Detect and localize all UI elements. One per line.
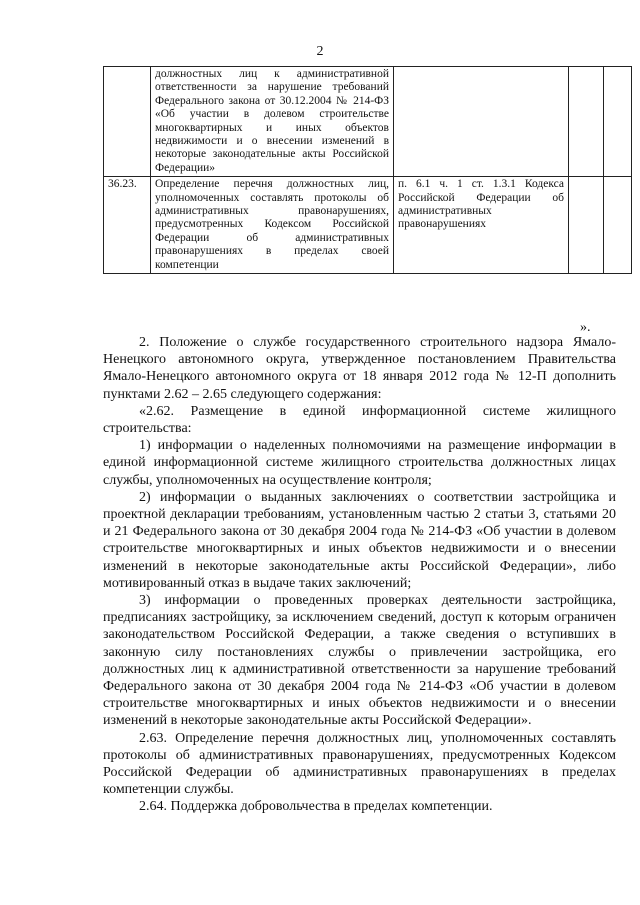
paragraph-subitem-3: 3) информации о проведенных проверках деятельности застройщика, предписаниях застройщику, за исключением сведений, доступ к которым ограничен законодательством Российской Федерации, а также сведения о вступивших в законную силу постановлениях службы о привлечении застройщика, его должностных лиц к административной ответственности за нарушение требований Федерального закона от 30 декабря 2004 года № 214-ФЗ «Об участии в долевом строительстве многоквартирных и иных объектов недвижимости и о внесении изменений в некоторые законодательные акты Российской Федерации».	[103, 593, 616, 729]
paragraph-2-64: 2.64. Поддержка добровольчества в пределах компетенции.	[139, 799, 493, 815]
closing-quote-mark: ».	[580, 320, 591, 335]
row-description: Определение перечня должностных лиц, уполномоченных составлять протоколы об административных правонарушениях, предусмотренных Кодексом Российской Федерации об административных правонарушениях в пределах своей компетенции	[151, 177, 394, 274]
table-row	[104, 177, 632, 274]
authority-table	[103, 66, 632, 274]
row-reference: п. 6.1 ч. 1 ст. 1.3.1 Кодекса Российской Федерации об административных правонарушениях	[394, 177, 569, 274]
paragraph-subitem-2: 2) информации о выданных заключениях о соответствии застройщика и проектной декларации требованиям, установленным частью 2 статьи 3, статьями 20 и 21 Федерального закона от 30 декабря 2004 года № 214-ФЗ «Об участии в долевом строительстве многоквартирных и иных объектов недвижимости и о внесении изменений в некоторые законодательные акты Российской Федерации», либо мотивированный отказ в выдаче таких заключений;	[103, 489, 616, 591]
page-number: 2	[316, 44, 324, 59]
paragraph-item-2: 2. Положение о службе государственного строительного надзора Ямало-Ненецкого автономного округа, утвержденное постановлением Правительства Ямало-Ненецкого автономного округа от 18 января 2012 года № 12-П дополнить пунктами 2.62 – 2.65 следующего содержания:	[103, 335, 616, 402]
document-body	[103, 334, 616, 816]
row-number: 36.23.	[104, 177, 151, 274]
row-reference	[394, 67, 569, 177]
row-description: должностных лиц к административной ответственности за нарушение требований Федерального закона от 30.12.2004 № 214-ФЗ «Об участии в долевом строительстве многоквартирных и иных объектов недвижимости и о внесении изменений в некоторые законодательные акты Российской Федерации»	[151, 67, 394, 177]
table-row	[104, 67, 632, 177]
paragraph-2-63: 2.63. Определение перечня должностных лиц, уполномоченных составлять протоколы об административных правонарушениях, предусмотренных Кодексом Российской Федерации об административных правонарушениях в пределах компетенции службы.	[103, 730, 616, 798]
row-number	[104, 67, 151, 177]
empty-cell	[604, 177, 632, 274]
empty-cell	[569, 177, 604, 274]
paragraph-subitem-1: 1) информации о наделенных полномочиями на размещение информации в единой информационной системе жилищного строительства должностных лицах службы, уполномоченных на осуществление контроля;	[103, 438, 616, 488]
empty-cell	[569, 67, 604, 177]
empty-cell	[604, 67, 632, 177]
paragraph-2-62: «2.62. Размещение в единой информационной системе жилищного строительства:	[103, 403, 616, 437]
